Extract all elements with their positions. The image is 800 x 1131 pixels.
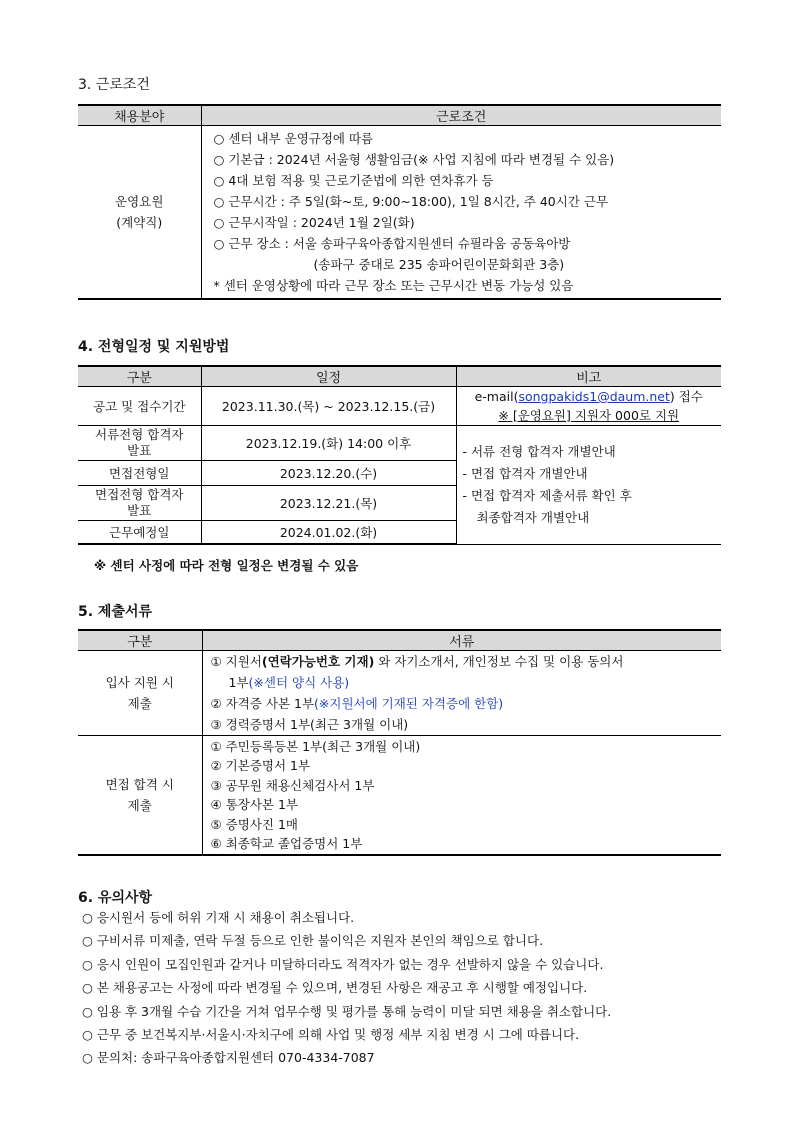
header-documents: 서류 xyxy=(202,630,721,651)
document-item: ① 주민등록등본 1부(최근 3개월 이내) xyxy=(210,738,421,754)
work-conditions-table xyxy=(78,104,721,300)
document-item: ① 지원서(연락가능번호 기재) 와 자기소개서, 개인정보 수집 및 이용 동의서 xyxy=(210,654,624,669)
header-conditions: 근로조건 xyxy=(201,105,721,126)
section4-title: 4. 전형일정 및 지원방법 xyxy=(78,339,230,355)
document-item: ② 기본증명서 1부 xyxy=(210,758,311,773)
header-category: 구분 xyxy=(78,630,202,651)
schedule-table xyxy=(78,365,721,545)
condition-item: ○ 근무 장소 : 서울 송파구육아종합지원센터 슈필라움 공동육아방 xyxy=(213,236,571,251)
caution-item: ○ 임용 후 3개월 수습 기간을 거쳐 업무수행 및 평가를 통해 능력이 미달 되면 채용을 취소합니다. xyxy=(82,1003,612,1019)
field-name: 운영요원 xyxy=(115,194,164,209)
schedule-date: 2023.12.21.(목) xyxy=(201,486,456,521)
schedule-date: 2024.01.02.(화) xyxy=(201,521,456,545)
contact-info: ○ 문의처: 송파구육아종합지원센터 070-4334-7087 xyxy=(82,1050,375,1066)
documents-table xyxy=(78,629,721,856)
header-schedule: 일정 xyxy=(201,366,456,387)
schedule-date: 2023.11.30.(목) ~ 2023.12.15.(금) xyxy=(201,387,456,426)
condition-item: ○ 근무시간 : 주 5일(화~토, 9:00~18:00), 1일 8시간, 주 40시간 근무 xyxy=(213,194,609,209)
caution-list xyxy=(82,906,611,1070)
group-label: 제출 xyxy=(127,696,152,711)
condition-item: ○ 근무시작일 : 2024년 1월 2일(화) xyxy=(213,215,415,230)
condition-item: ○ 센터 내부 운영규정에 따름 xyxy=(213,131,374,146)
condition-item: ○ 4대 보험 적용 및 근로기준법에 의한 연차휴가 등 xyxy=(213,173,494,188)
email-link[interactable]: songpakids1@daum.net xyxy=(518,389,670,404)
group-label: 제출 xyxy=(127,798,152,813)
group-label: 입사 지원 시 xyxy=(105,675,174,690)
caution-item: ○ 구비서류 미제출, 연락 두절 등으로 인한 불이익은 지원자 본인의 책임으로 합니다. xyxy=(82,933,544,949)
caution-item: ○ 본 채용공고는 사정에 따라 변경될 수 있으며, 변경된 사항은 재공고 후 시행할 예정입니다. xyxy=(82,980,588,996)
header-field: 채용분야 xyxy=(78,105,201,126)
field-type: (계약직) xyxy=(116,215,163,230)
document-item: ② 자격증 사본 1부(※지원서에 기재된 자격증에 한함) xyxy=(210,696,504,711)
schedule-label: 면접전형일 xyxy=(78,461,201,486)
section5-title: 5. 제출서류 xyxy=(78,604,153,620)
document-item: ③ 공무원 채용신체검사서 1부 xyxy=(210,777,375,793)
document-item: ④ 통장사본 1부 xyxy=(210,797,298,812)
document-item: ③ 경력증명서 1부(최근 3개월 이내) xyxy=(210,717,409,732)
remark-email: e-mail(songpakids1@daum.net) 접수 xyxy=(474,389,703,404)
schedule-note: ※ 센터 사정에 따라 전형 일정은 변경될 수 있음 xyxy=(94,558,359,573)
document-item: ⑤ 증명사진 1매 xyxy=(210,816,298,832)
schedule-label: 면접전형 합격자 발표 xyxy=(78,486,201,521)
condition-item: (송파구 중대로 235 송파어린이문화회관 3층) xyxy=(313,257,565,272)
group-label: 면접 합격 시 xyxy=(105,777,174,792)
caution-item: ○ 응시 인원이 모집인원과 같거나 미달하더라도 적격자가 없는 경우 선발하지 않을 수 있습니다. xyxy=(82,956,604,972)
schedule-label: 공고 및 접수기간 xyxy=(78,387,201,426)
caution-item: ○ 근무 중 보건복지부·서울시·자치구에 의해 사업 및 행정 세부 지침 변경 시 그에 따릅니다. xyxy=(82,1027,580,1043)
section3-title: 3. 근로조건 xyxy=(78,77,150,93)
schedule-label: 서류전형 합격자 발표 xyxy=(78,426,201,461)
remark-item: - 면접 합격자 개별안내 xyxy=(462,465,588,481)
condition-note: * 센터 운영상황에 따라 근무 장소 또는 근무시간 변동 가능성 있음 xyxy=(213,278,574,293)
section6-title: 6. 유의사항 xyxy=(78,890,153,906)
schedule-label: 근무예정일 xyxy=(78,521,201,545)
document-item: 1부(※센터 양식 사용) xyxy=(228,675,350,690)
remark-item: - 서류 전형 합격자 개별안내 xyxy=(462,443,616,459)
schedule-date: 2023.12.19.(화) 14:00 이후 xyxy=(201,426,456,461)
header-remarks: 비고 xyxy=(456,366,721,387)
caution-item: ○ 응시원서 등에 허위 기재 시 채용이 취소됩니다. xyxy=(82,910,355,925)
condition-item: ○ 기본급 : 2024년 서울형 생활임금(※ 사업 지침에 따라 변경될 수 있음) xyxy=(213,152,615,167)
document-item: ⑥ 최종학교 졸업증명서 1부 xyxy=(210,836,363,851)
schedule-date: 2023.12.20.(수) xyxy=(201,461,456,486)
remark-item: 최종합격자 개별안내 xyxy=(476,509,590,525)
header-category: 구분 xyxy=(78,366,201,387)
remark-item: - 면접 합격자 제출서류 확인 후 xyxy=(462,487,632,503)
remark-subject: ※ [운영요원] 지원자 000로 지원 xyxy=(498,408,680,423)
